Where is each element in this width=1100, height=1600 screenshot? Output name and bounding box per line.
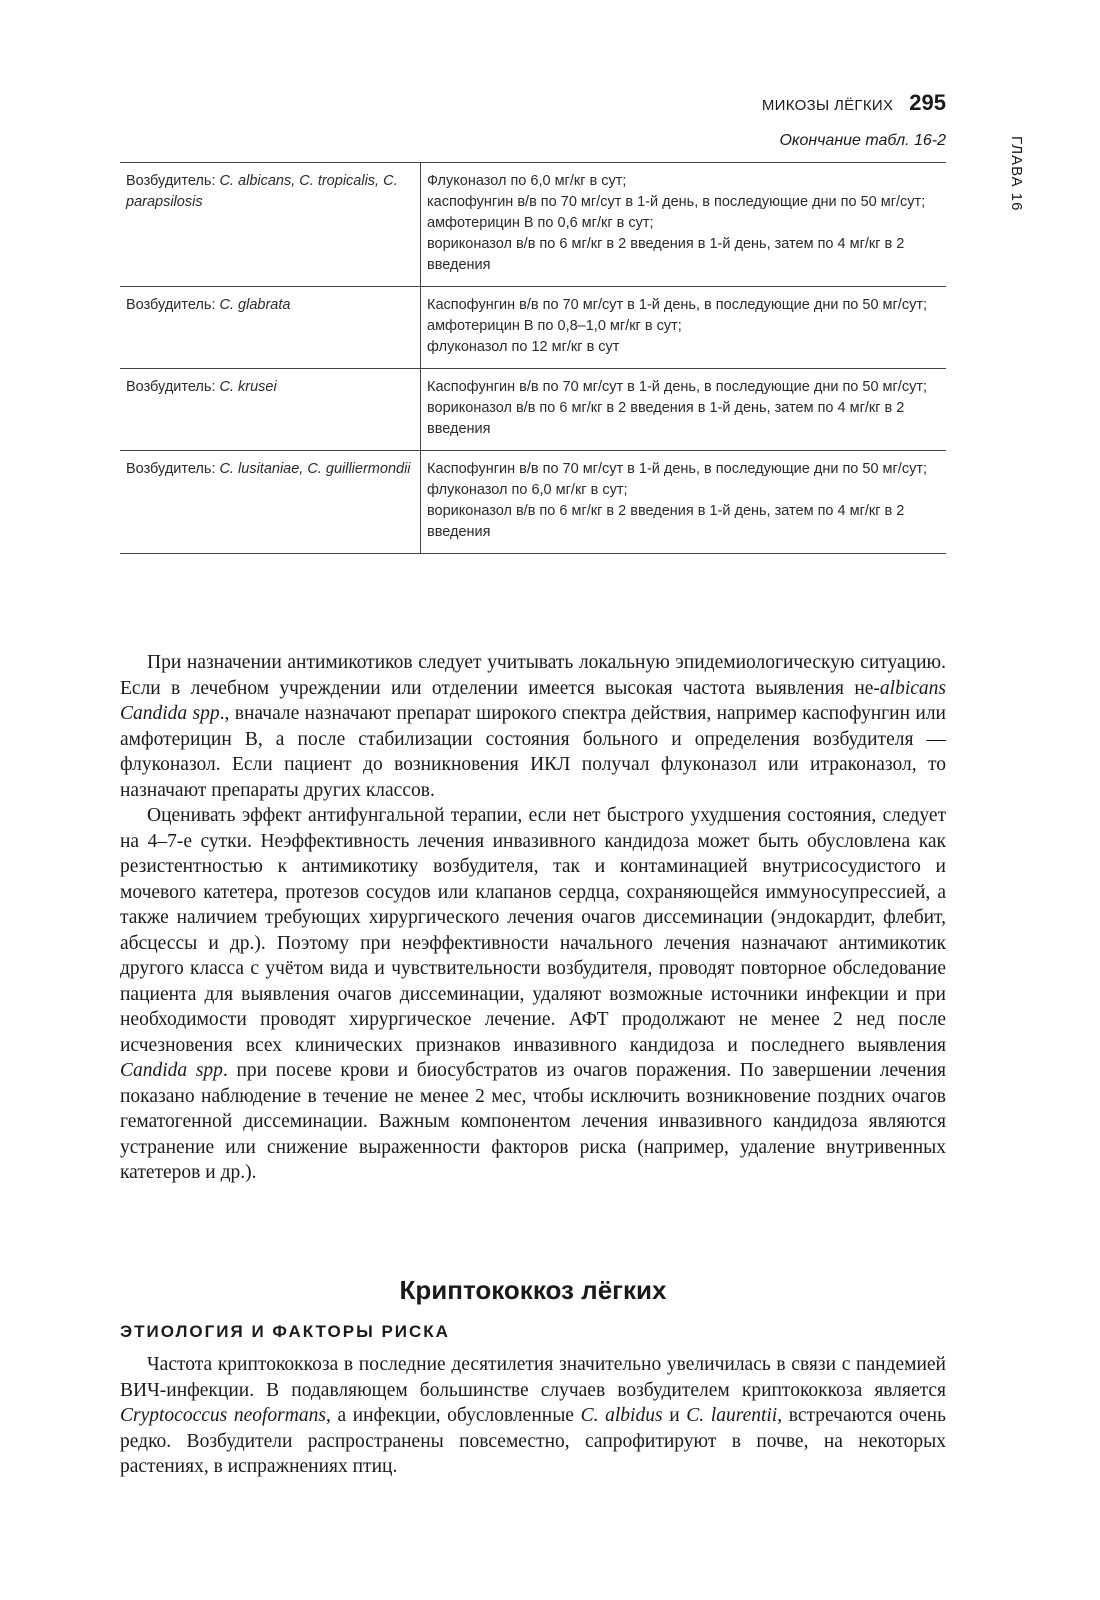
paragraph-text: Оценивать эффект антифунгальной терапии, если нет быстрого ухудшения состояния, следует на 4–7-е сутки. Неэффективность лечения инвазивного кандидоза может быть обусловлена как резистентностью к антимикотику возбудителя, так и контаминацией внутрисосудистого и мочевого катетера, протезов сосудов или клапанов сердца, сохраняющейся иммуносупрессией, а также наличием требующих хирургического лечения очагов диссеминации (эндокардит, флебит, абсцессы и др.). Поэтому при неэффективности начального лечения назначают антимикотик другого класса с учётом вида и чувствительности возбудителя, проводят повторное обследование пациента для выявления очагов диссеминации, удаляют возможные источники инфекции и при необходимости проводят хирургическое лечение. АФТ продолжают не менее 2 нед после исчезновения всех клинических признаков инвазивного кандидоза и последнего выявления — [120, 805, 946, 1056]
subsection-title: ЭТИОЛОГИЯ И ФАКТОРЫ РИСКА — [120, 1322, 450, 1341]
regimen-line: вориконазол в/в по 6 мг/кг в 2 введения в 1-й день, затем по 4 мг/кг в 2 введения — [427, 503, 905, 540]
pathogen-species: C. albicans, C. tropicalis, C. parapsilosis — [126, 173, 398, 210]
paragraph — [120, 650, 946, 803]
regimen-cell — [421, 369, 947, 451]
italic-term: albicans Candida spp — [120, 677, 946, 724]
regimen-line: Каспофунгин в/в по 70 мг/сут в 1-й день, в последующие дни по 50 мг/сут; — [427, 297, 928, 313]
pathogen-species: C. lusitaniae, C. guilliermondii — [219, 461, 411, 477]
paragraph — [120, 1352, 946, 1480]
table-row — [120, 369, 946, 451]
paragraph-text: Частота криптококкоза в последние десятилетия значительно увеличилась в связи с пандемией ВИЧ-инфекции. В подавляющем большинстве случаев возбудителем криптококкоза является — [120, 1354, 946, 1401]
pathogen-cell — [120, 451, 421, 554]
pathogen-species: C. glabrata — [219, 297, 291, 313]
table-row — [120, 287, 946, 369]
regimen-line: Каспофунгин в/в по 70 мг/сут в 1-й день, в последующие дни по 50 мг/сут; — [427, 379, 928, 395]
regimen-line: вориконазол в/в по 6 мг/кг в 2 введения в 1-й день, затем по 4 мг/кг в 2 введения — [427, 400, 905, 437]
regimen-line: Флуконазол по 6,0 мг/кг в сут; — [427, 173, 627, 189]
regimen-line: флуконазол по 6,0 мг/кг в сут; — [427, 482, 628, 498]
paragraph-text: , а инфекции, обусловленные — [325, 1405, 581, 1426]
paragraph-text: и — [662, 1405, 687, 1426]
table-row — [120, 451, 946, 554]
pathogen-cell — [120, 163, 421, 287]
running-head — [762, 90, 946, 116]
regimen-line: Каспофунгин в/в по 70 мг/сут в 1-й день, в последующие дни по 50 мг/сут; — [427, 461, 928, 477]
regimen-line: амфотерицин В по 0,6 мг/кг в сут; — [427, 215, 654, 231]
pathogen-prefix: Возбудитель: — [126, 379, 220, 395]
regimen-cell — [421, 163, 947, 287]
body-text-block — [120, 1352, 946, 1480]
pathogen-prefix: Возбудитель: — [126, 173, 220, 189]
paragraph-text: . при посеве крови и биосубстратов из очагов поражения. По завершении лечения показано наблюдение в течение не менее 2 мес, чтобы исключить возникновение поздних очагов гематогенной диссеминации. Важным компонентом лечения инвазивного кандидоза являются устранение или снижение выраженности факторов риска (например, удаление внутривенных катетеров и др.). — [120, 1060, 946, 1183]
pathogen-prefix: Возбудитель: — [126, 461, 220, 477]
regimen-line: амфотерицин В по 0,8–1,0 мг/кг в сут; — [427, 318, 682, 334]
chapter-tab: ГЛАВА 16 — [1008, 136, 1025, 212]
pathogen-species: C. krusei — [219, 379, 277, 395]
section-title: Криптококкоз лёгких — [399, 1275, 667, 1305]
table-caption: Окончание табл. 16-2 — [779, 132, 946, 149]
page-number: 295 — [909, 90, 946, 115]
paragraph-text: ., вначале назначают препарат широкого спектра действия, например каспофунгин или амфотерицин В, а после стабилизации состояния больного и определения возбудителя — флуконазол. Если пациент до возникновения ИКЛ получал флуконазол или итраконазол, то назначают препараты других классов. — [120, 703, 946, 801]
regimen-line: флуконазол по 12 мг/кг в сут — [427, 339, 620, 355]
regimen-cell — [421, 287, 947, 369]
italic-term: Candida spp — [120, 1060, 223, 1081]
running-title: МИКОЗЫ ЛЁГКИХ — [761, 97, 894, 114]
italic-term: C. albidus — [580, 1405, 663, 1426]
italic-term: C. laurentii — [686, 1405, 778, 1426]
paragraph-text: , встречаются очень редко. Возбудители распространены повсеместно, сапрофитируют в почве, на некоторых растениях, в испражнениях птиц. — [120, 1405, 946, 1477]
paragraph-text: При назначении антимикотиков следует учитывать локальную эпидемиологическую ситуацию. Если в лечебном учреждении или отделении имеется высокая частота выявления не- — [120, 652, 946, 699]
pathogen-cell — [120, 369, 421, 451]
regimen-line: каспофунгин в/в по 70 мг/сут в 1-й день, в последующие дни по 50 мг/сут; — [427, 194, 926, 210]
regimen-cell — [421, 451, 947, 554]
italic-term: Cryptococcus neoformans — [120, 1405, 326, 1426]
table-row — [120, 163, 946, 287]
drug-table — [120, 162, 946, 554]
pathogen-prefix: Возбудитель: — [126, 297, 220, 313]
pathogen-cell — [120, 287, 421, 369]
regimen-line: вориконазол в/в по 6 мг/кг в 2 введения в 1-й день, затем по 4 мг/кг в 2 введения — [427, 236, 905, 273]
body-text-block — [120, 650, 946, 1186]
paragraph — [120, 803, 946, 1186]
